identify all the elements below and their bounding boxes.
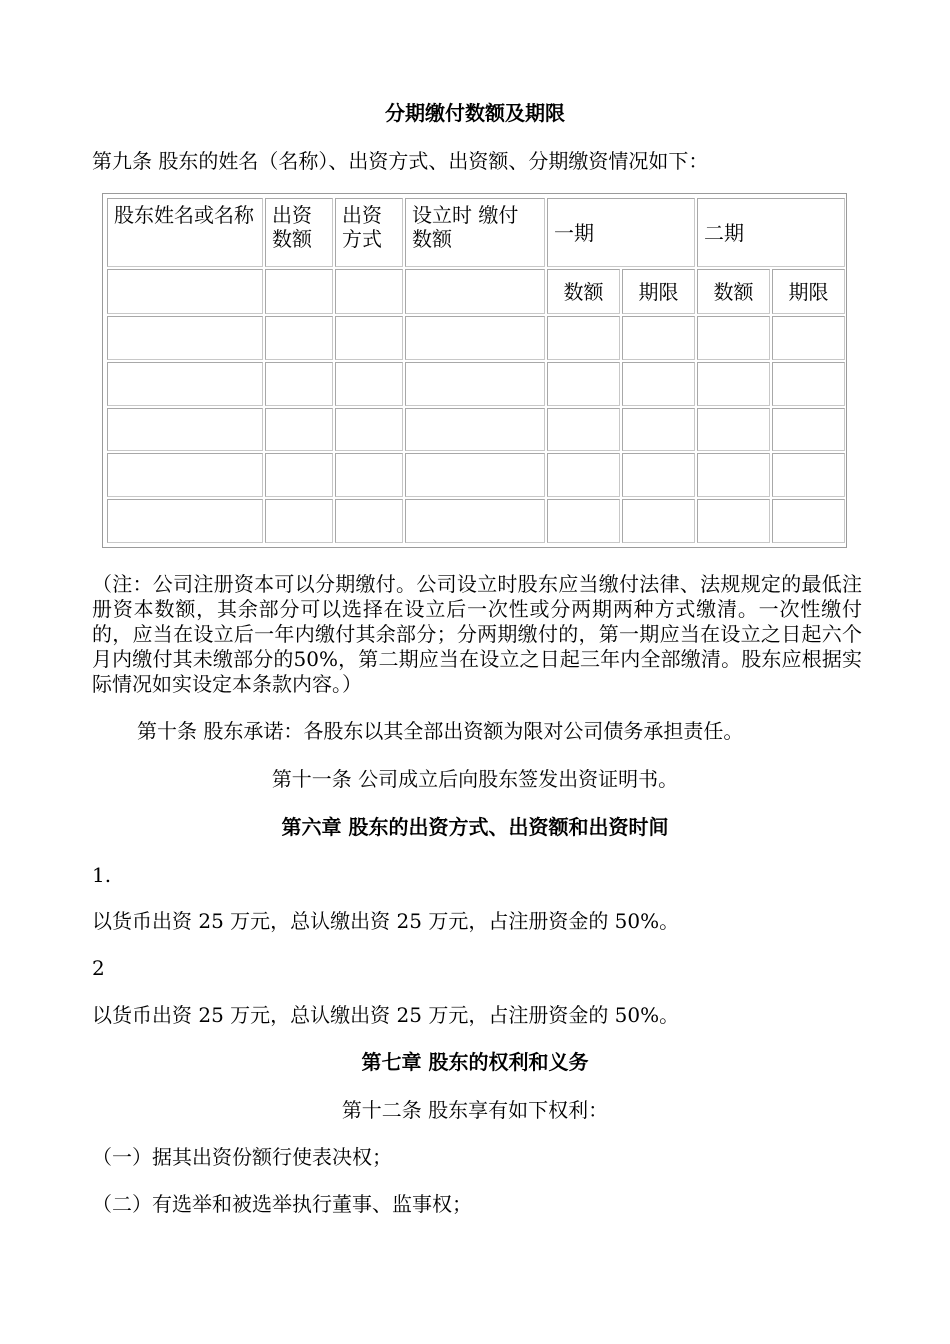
subheader-phase2-amount: 数额 <box>697 269 770 314</box>
table-row <box>107 362 845 406</box>
table-cell <box>697 362 770 406</box>
subheader-phase2-deadline: 期限 <box>772 269 845 314</box>
article-11: 第十一条 公司成立后向股东签发出资证明书。 <box>271 767 679 791</box>
table-cell <box>547 408 620 452</box>
right-2: （二）有选举和被选举执行董事、监事权； <box>92 1192 472 1216</box>
table-cell <box>547 499 620 543</box>
header-phase-2: 二期 <box>697 198 845 267</box>
table-row <box>107 453 845 497</box>
table-cell <box>405 499 545 543</box>
table-cell <box>772 316 845 360</box>
table-cell <box>107 453 263 497</box>
table-header-row <box>107 198 845 267</box>
table-cell <box>265 453 333 497</box>
right-1: （一）据其出资份额行使表决权； <box>92 1145 392 1169</box>
table-cell <box>405 269 545 314</box>
installment-table <box>102 193 847 548</box>
article-9: 第九条 股东的姓名（名称）、出资方式、出资额、分期缴资情况如下： <box>92 149 709 173</box>
section-heading: 分期缴付数额及期限 <box>385 101 565 125</box>
table-cell <box>547 316 620 360</box>
table-cell <box>265 499 333 543</box>
table-cell <box>772 408 845 452</box>
table-row <box>107 408 845 452</box>
installment-note: （注：公司注册资本可以分期缴付。公司设立时股东应当缴付法律、法规规定的最低注册资本数额，其余部分可以选择在设立后一次性或分两期两种方式缴清。一次性缴付的，应当在设立后一年内缴付其余部分；分两期缴付的，第一期应当在设立之日起六个月内缴付其未缴部分的50%，第二期应当在设立之日起三年内全部缴清。股东应根据实际情况如实设定本条款内容。） <box>92 572 862 696</box>
table-cell <box>622 316 695 360</box>
item-1-text: 以货币出资 25 万元，总认缴出资 25 万元，占注册资金的 50%。 <box>92 909 680 933</box>
item-1-number: 1. <box>92 863 112 887</box>
table-cell <box>622 453 695 497</box>
article-12: 第十二条 股东享有如下权利： <box>341 1098 609 1122</box>
table-cell <box>265 362 333 406</box>
table-cell <box>697 408 770 452</box>
table-cell <box>697 499 770 543</box>
table-cell <box>772 453 845 497</box>
table-cell <box>265 316 333 360</box>
table-row <box>107 499 845 543</box>
table-cell <box>335 269 403 314</box>
table-cell <box>335 453 403 497</box>
header-initial-payment: 设立时 缴付数额 <box>405 198 545 267</box>
table-cell <box>335 408 403 452</box>
table-cell <box>405 453 545 497</box>
table-cell <box>265 269 333 314</box>
table-cell <box>547 453 620 497</box>
table-cell <box>772 362 845 406</box>
table-cell <box>622 362 695 406</box>
table-cell <box>265 408 333 452</box>
table-cell <box>622 499 695 543</box>
table-cell <box>772 499 845 543</box>
table-cell <box>107 362 263 406</box>
table-cell <box>405 408 545 452</box>
table-cell <box>107 269 263 314</box>
table-cell <box>622 408 695 452</box>
header-contribution-amount: 出资数额 <box>265 198 333 267</box>
table-cell <box>107 408 263 452</box>
header-shareholder-name: 股东姓名或名称 <box>107 198 263 267</box>
table-cell <box>107 316 263 360</box>
table-cell <box>547 362 620 406</box>
header-phase-1: 一期 <box>547 198 695 267</box>
table-cell <box>697 316 770 360</box>
table-subheader-row <box>107 269 845 314</box>
table-cell <box>405 362 545 406</box>
chapter-7-heading: 第七章 股东的权利和义务 <box>361 1050 589 1074</box>
article-10: 第十条 股东承诺：各股东以其全部出资额为限对公司债务承担责任。 <box>137 719 744 743</box>
table-cell <box>335 362 403 406</box>
table-cell <box>335 316 403 360</box>
table-row <box>107 316 845 360</box>
table-cell <box>697 453 770 497</box>
table-cell <box>107 499 263 543</box>
subheader-phase1-deadline: 期限 <box>622 269 695 314</box>
chapter-6-heading: 第六章 股东的出资方式、出资额和出资时间 <box>281 815 669 839</box>
subheader-phase1-amount: 数额 <box>547 269 620 314</box>
item-2-text: 以货币出资 25 万元，总认缴出资 25 万元，占注册资金的 50%。 <box>92 1003 680 1027</box>
table-cell <box>405 316 545 360</box>
item-2-number: 2 <box>92 956 105 980</box>
table-cell <box>335 499 403 543</box>
header-contribution-method: 出资方式 <box>335 198 403 267</box>
